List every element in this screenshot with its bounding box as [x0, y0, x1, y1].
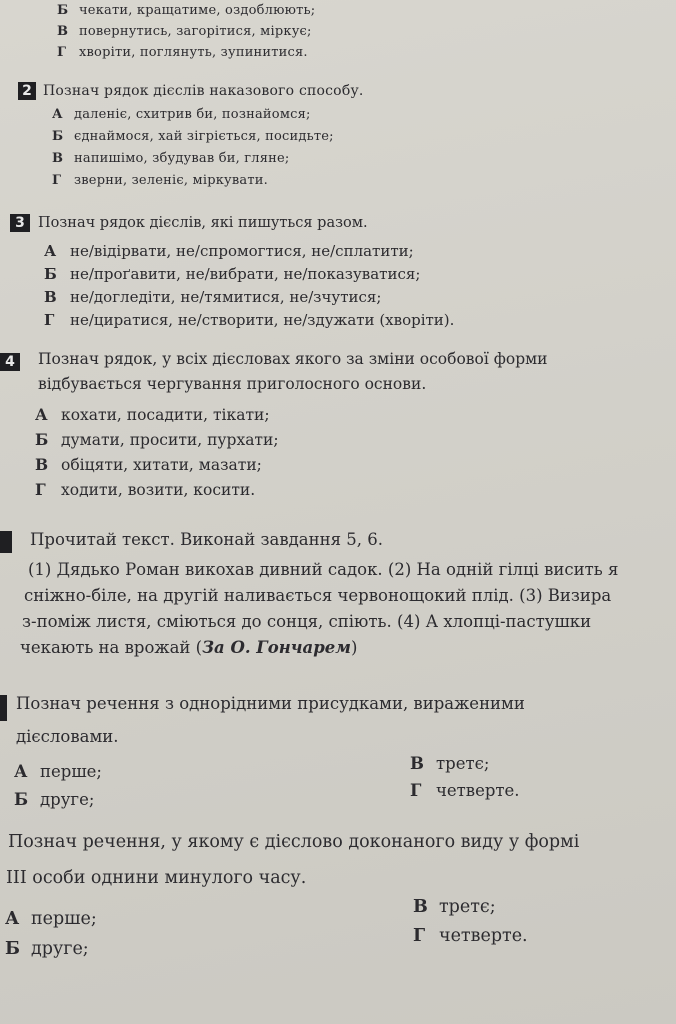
q3-option-a: [44, 242, 414, 260]
option-letter: Б: [57, 3, 69, 18]
q4-prompt-line1: Познач рядок, у всіх дієсловах якого за зміни особової форми: [38, 350, 548, 368]
option-text: не/відірвати, не/спромогтися, не/сплатити;: [70, 242, 414, 260]
option-letter: В: [410, 754, 424, 773]
option-letter: А: [14, 762, 28, 781]
q3-option-g: [44, 311, 454, 329]
reading-instruction: Прочитай текст. Виконай завдання 5, 6.: [30, 530, 384, 549]
q1-option-v: [57, 24, 312, 39]
option-letter: Б: [5, 939, 20, 959]
section-marker: [0, 531, 12, 553]
section-marker: [0, 695, 7, 721]
option-letter: Г: [410, 781, 422, 800]
q6-option-a: [5, 909, 97, 929]
option-text: даленіє, схитрив би, познайомся;: [74, 107, 311, 122]
q6-option-v: [413, 897, 496, 917]
option-letter: Б: [44, 265, 57, 283]
q3-option-b: [44, 265, 420, 283]
option-letter: А: [35, 405, 48, 424]
option-text: перше;: [31, 909, 97, 929]
option-text: повернутись, загорітися, міркує;: [79, 24, 312, 39]
option-letter: Г: [413, 926, 426, 946]
reading-text-line: сніжно-біле, на другій наливається червонощокий плід. (3) Визира: [24, 586, 612, 605]
reading-text: ): [350, 638, 358, 657]
q5-option-a: [14, 762, 102, 781]
q3-prompt: Познач рядок дієслів, які пишуться разом.: [38, 215, 368, 231]
q1-option-g: [57, 45, 308, 60]
reading-text-line-last: [20, 638, 357, 657]
option-text: кохати, посадити, тікати;: [61, 406, 270, 424]
q2-prompt: Познач рядок дієслів наказового способу.: [43, 83, 364, 99]
option-text: не/циратися, не/створити, не/здужати (хворіти).: [70, 311, 455, 329]
option-text: зверни, зеленіє, міркувати.: [74, 173, 268, 188]
option-letter: А: [52, 107, 63, 122]
option-letter: В: [44, 288, 57, 306]
q5-option-b: [14, 790, 94, 809]
option-text: друге;: [31, 939, 89, 959]
option-letter: А: [44, 242, 57, 260]
q4-option-g: [35, 480, 255, 499]
question-number-badge: 4: [0, 353, 20, 371]
option-text: думати, просити, пурхати;: [61, 431, 279, 449]
option-text: напишімо, збудував би, гляне;: [74, 151, 290, 166]
q5-option-g: [410, 781, 520, 800]
q2-option-v: [52, 151, 290, 166]
reading-author: За О. Гончарем: [202, 638, 351, 657]
option-letter: Б: [14, 790, 29, 809]
q3-option-v: [44, 288, 381, 306]
q2-option-a: [52, 107, 311, 122]
q2-option-b: [52, 129, 334, 144]
q6-option-b: [5, 939, 89, 959]
option-letter: А: [5, 909, 20, 929]
option-text: друге;: [40, 790, 95, 809]
option-letter: В: [35, 455, 49, 474]
question-number-badge: 2: [18, 82, 36, 100]
option-letter: Г: [44, 311, 55, 329]
q2-option-g: [52, 173, 268, 188]
option-text: обіцяти, хитати, мазати;: [61, 456, 262, 474]
q6-option-g: [413, 926, 528, 946]
option-letter: В: [52, 151, 64, 166]
option-text: перше;: [40, 762, 102, 781]
option-text: четверте.: [436, 781, 520, 800]
option-text: хворіти, поглянуть, зупинитися.: [79, 45, 308, 60]
option-text: третє;: [439, 897, 496, 917]
q6-prompt-line1: Познач речення, у якому є дієслово доконаного виду у формі: [8, 832, 580, 852]
option-letter: В: [413, 897, 428, 917]
option-text: третє;: [436, 754, 490, 773]
option-letter: Б: [52, 129, 64, 144]
q5-option-v: [410, 754, 489, 773]
option-text: не/проґавити, не/вибрати, не/показуватися;: [70, 265, 421, 283]
option-text: не/догледіти, не/тямитися, не/зчутися;: [70, 288, 382, 306]
q4-option-v: [35, 455, 262, 474]
question-number-badge: 3: [10, 214, 30, 232]
q4-option-b: [35, 430, 279, 449]
reading-text-line: (1) Дядько Роман викохав дивний садок. (2) На одній гілці висить я: [28, 560, 619, 579]
option-letter: Г: [35, 480, 46, 499]
option-letter: Б: [35, 430, 49, 449]
option-text: четверте.: [439, 926, 528, 946]
reading-text: чекають на врожай (: [20, 638, 203, 657]
q4-option-a: [35, 405, 270, 424]
q5-prompt-line1: Познач речення з однорідними присудками, вираженими: [16, 694, 525, 713]
option-letter: Г: [52, 173, 62, 188]
q1-option-b: [57, 3, 315, 18]
option-text: чекати, кращатиме, оздоблюють;: [79, 3, 316, 18]
q6-prompt-line2: ІІІ особи однини минулого часу.: [6, 868, 307, 888]
option-text: єднаймося, хай зігріється, посидьте;: [74, 129, 334, 144]
option-text: ходити, возити, косити.: [61, 481, 256, 499]
option-letter: Г: [57, 45, 67, 60]
option-letter: В: [57, 24, 69, 39]
reading-text-line: з-поміж листя, сміються до сонця, спіють. (4) А хлопці-пастушки: [22, 612, 592, 631]
q5-prompt-line2: дієсловами.: [16, 727, 119, 746]
q4-prompt-line2: відбувається чергування приголосного основи.: [38, 375, 427, 393]
